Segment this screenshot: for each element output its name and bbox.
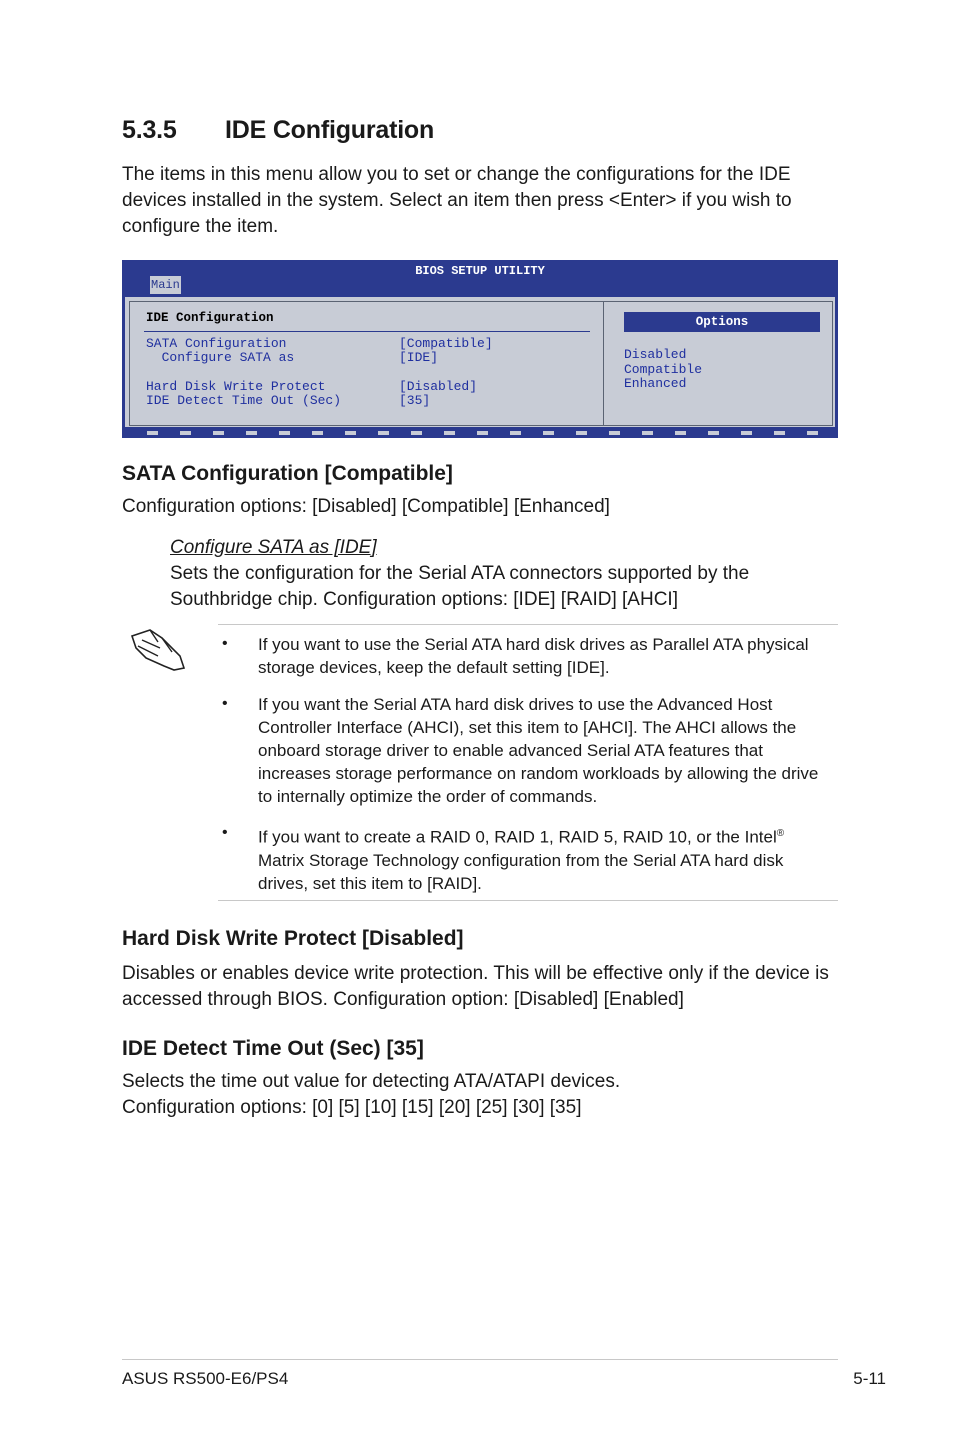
section-heading [122, 116, 434, 145]
bios-screen [122, 260, 838, 438]
section-title: IDE Configuration [225, 116, 435, 144]
bullet: • [222, 695, 228, 712]
ide-heading: IDE Detect Time Out (Sec) [35] [122, 1037, 424, 1060]
bios-settings-pane [129, 301, 604, 426]
page-number: 5-11 [853, 1369, 886, 1388]
bios-item-value[interactable]: [35] [399, 393, 431, 408]
configure-sata-heading: Configure SATA as [IDE] [170, 537, 377, 558]
bios-option[interactable]: Disabled [624, 347, 687, 362]
ide-text-line1: Selects the time out value for detecting ATA/ATAPI devices. [122, 1071, 621, 1092]
bios-item-label[interactable]: SATA Configuration [146, 336, 287, 351]
bios-separator [144, 331, 590, 332]
hdd-heading: Hard Disk Write Protect [Disabled] [122, 927, 464, 950]
footer-product: ASUS RS500-E6/PS4 [122, 1369, 289, 1388]
bios-panel-title: IDE Configuration [146, 311, 274, 325]
bios-option[interactable]: Enhanced [624, 376, 687, 391]
bios-item-label[interactable]: IDE Detect Time Out (Sec) [146, 393, 342, 408]
footer-rule [122, 1359, 838, 1360]
bios-tab-main[interactable]: Main [151, 278, 180, 292]
bios-option[interactable]: Compatible [624, 362, 703, 377]
note-item: If you want the Serial ATA hard disk drives to use the Advanced Host Controller Interface (AHCI), set this item to [AHCI]. The AHCI allows the onboard storage driver to enable advanced Serial ATA features that increases storage performance on random workloads by allowing the drive to internally optimize the order of commands. [258, 695, 819, 806]
note-box [218, 624, 838, 901]
bios-item-value[interactable]: [Disabled] [399, 379, 478, 394]
section-number: 5.3.5 [122, 116, 177, 144]
bios-dashed-border [125, 431, 837, 435]
bios-header: BIOS SETUP UTILITY [415, 264, 545, 278]
bios-item-label[interactable]: Hard Disk Write Protect [146, 379, 326, 394]
bios-item-value[interactable]: [IDE] [399, 350, 439, 365]
bios-panel [125, 297, 835, 427]
intro-paragraph: The items in this menu allow you to set or change the configurations for the IDE devices installed in the system. Select an item then press <Enter> if you wish to configure the item. [122, 164, 792, 237]
registered-mark: ® [776, 828, 785, 839]
note-item: If you want to use the Serial ATA hard disk drives as Parallel ATA physical storage devices, keep the default setting [IDE]. [258, 635, 809, 677]
sata-heading: SATA Configuration [Compatible] [122, 462, 453, 485]
bullet: • [222, 824, 228, 841]
note-item-start: If you want to create a RAID 0, RAID 1, RAID 5, RAID 10, or the Intel [258, 827, 777, 847]
configure-sata-text: Sets the configuration for the Serial ATA connectors supported by the Southbridge chip. Configuration options: [IDE] [RAID] [AHCI] [170, 563, 750, 610]
sata-options: Configuration options: [Disabled] [Compatible] [Enhanced] [122, 496, 610, 517]
hdd-text: Disables or enables device write protection. This will be effective only if the device is accessed through BIOS. Configuration option: [Disabled] [Enabled] [122, 963, 829, 1010]
hand-note-icon [128, 626, 188, 674]
bios-options-header: Options [624, 312, 820, 332]
ide-text-line2: Configuration options: [0] [5] [10] [15] [20] [25] [30] [35] [122, 1097, 582, 1118]
bios-item-value[interactable]: [Compatible] [399, 336, 493, 351]
bullet: • [222, 635, 228, 652]
note-item-end: Matrix Storage Technology configuration from the Serial ATA hard disk drives, set this item to [RAID]. [258, 850, 784, 893]
bios-item-label[interactable]: Configure SATA as [146, 350, 295, 365]
note-item [258, 822, 833, 895]
bios-options-pane [603, 301, 833, 426]
